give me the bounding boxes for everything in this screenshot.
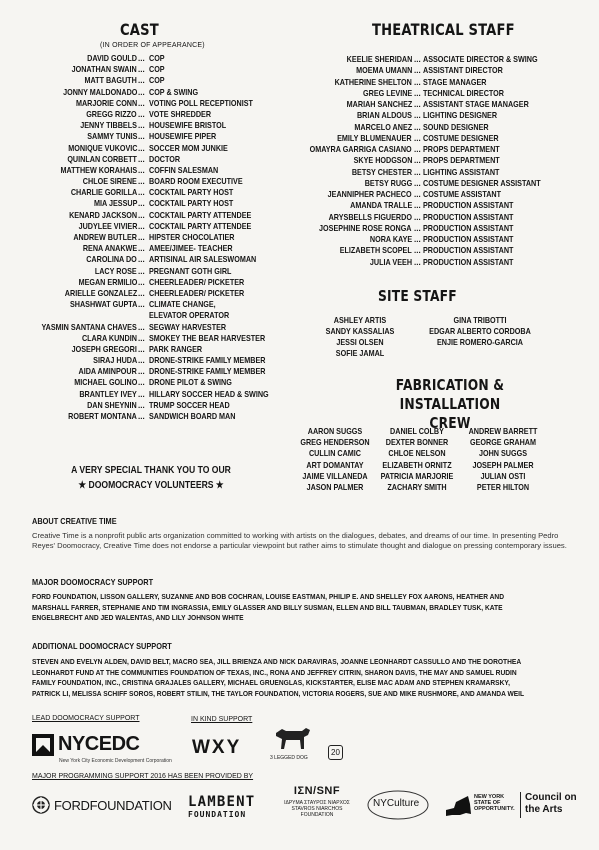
additional-support-heading: ADDITIONAL DOOMOCRACY SUPPORT — [32, 641, 172, 651]
cast-separator: ... — [138, 121, 145, 131]
staff-row — [310, 257, 590, 268]
cast-separator: ... — [138, 378, 145, 388]
cast-separator: ... — [138, 412, 145, 421]
cast-name: ARIELLE GONZALEZ — [64, 287, 137, 298]
fabrication-crew-name: JULIAN OSTI — [480, 470, 526, 481]
fabrication-crew-name: DEXTER BONNER — [385, 437, 449, 448]
ford-foundation-name: FORDFOUNDATION — [54, 798, 172, 813]
fabrication-crew-name: CHLOE NELSON — [388, 448, 446, 459]
cast-row — [30, 87, 290, 98]
cast-separator: ... — [138, 109, 145, 119]
staff-separator: ... — [414, 88, 421, 98]
staff-separator: ... — [414, 167, 421, 177]
cast-separator: ... — [138, 400, 145, 410]
staff-role: PRODUCTION ASSISTANT — [423, 245, 514, 256]
fabrication-title — [365, 376, 535, 433]
ny-council-arts-logo — [444, 790, 584, 826]
about-body: Creative Time is a nonprofit public arts organization committed to working with artists on the dialogues, debates, and dreams of our time. In presenting Pedro Reyes' Doomocracy, Creative Time does not endorse a particular viewpoint but rather aims to stimulate thought and dialogue on pressing contemporary issues. — [32, 531, 567, 551]
snf-mark: ΙΣΝ/SNF — [293, 785, 341, 797]
staff-row — [310, 223, 590, 234]
staff-role: PROPS DEPARTMENT — [423, 155, 500, 166]
cast-role: DOCTOR — [149, 153, 181, 164]
cast-role: BOARD ROOM EXECUTIVE — [149, 176, 243, 187]
cast-row — [30, 266, 290, 277]
new-york-state-icon — [444, 794, 472, 818]
staff-role: COSTUME ASSISTANT — [423, 189, 502, 199]
cast-row — [30, 143, 290, 154]
staff-name: ELIZABETH SCOPEL — [339, 245, 412, 256]
thanks-line-1: A VERY SPECIAL THANK YOU TO OUR — [71, 465, 231, 476]
ford-foundation-mark-icon — [32, 796, 50, 814]
staff-separator: ... — [414, 111, 421, 121]
cast-separator: ... — [138, 199, 145, 209]
cast-name: DAN SHEYNIN — [87, 399, 137, 410]
cast-separator: ... — [138, 367, 145, 377]
fabrication-crew-name: ELIZABETH ORNITZ — [382, 459, 452, 470]
fabrication-crew-name: PETER HILTON — [476, 482, 530, 492]
cast-name: MICHAEL GOLINO — [73, 377, 137, 388]
site-staff-name: SANDY KASSALIAS — [325, 326, 395, 336]
staff-role: ASSISTANT DIRECTOR — [423, 65, 503, 76]
staff-separator: ... — [414, 122, 421, 132]
cast-row — [30, 310, 290, 321]
nycedc-mark-icon — [32, 734, 54, 756]
cast-role: COP — [149, 64, 165, 75]
staff-name: JOSEPHINE ROSE RONGA — [319, 222, 412, 233]
cast-separator: ... — [138, 233, 145, 242]
fabrication-crew-name: ZACHARY SMITH — [387, 482, 447, 492]
site-staff-name: SOFIE JAMAL — [335, 348, 385, 358]
staff-name: AMANDA TRALLE — [349, 200, 412, 211]
cast-role: DRONE-STRIKE FAMILY MEMBER — [149, 355, 266, 366]
staff-row — [310, 122, 590, 133]
staff-name: MOEMA UMANN — [355, 65, 412, 76]
cast-role: VOTING POLL RECEPTIONIST — [149, 97, 253, 108]
cast-role: ELEVATOR OPERATOR — [149, 310, 230, 321]
staff-separator: ... — [414, 178, 421, 188]
cast-name: YASMIN SANTANA CHAVES — [41, 321, 137, 332]
staff-row — [310, 234, 590, 245]
cast-separator: ... — [138, 177, 145, 187]
cast-separator: ... — [138, 165, 145, 175]
cast-name: CAROLINA DO — [86, 254, 137, 265]
cast-row — [30, 120, 290, 131]
cast-separator: ... — [138, 132, 145, 142]
cast-name: ANDREW BUTLER — [73, 232, 137, 242]
inkind-support-heading: IN KIND SUPPORT — [191, 716, 253, 723]
staff-name: JULIA VEEH — [369, 256, 412, 267]
staff-name: ARYSBELLS FIGUERDO — [328, 211, 412, 222]
cast-name: MATTHEW KORAHAIS — [60, 164, 137, 175]
cast-name: RENA ANAKWE — [82, 243, 137, 254]
cast-name: JONNY MALDONADO — [62, 86, 137, 97]
cast-role: SANDWICH BOARD MAN — [149, 411, 236, 421]
staff-separator: ... — [414, 223, 421, 233]
cast-separator: ... — [138, 221, 145, 231]
fabrication-crew-name: JASON PALMER — [306, 482, 364, 492]
nycedc-tagline: New York City Economic Development Corporation — [59, 758, 172, 764]
staff-name: BETSY RUGG — [364, 177, 412, 188]
lambent-name: LAMBENT — [188, 794, 256, 810]
cast-subtitle: (IN ORDER OF APPEARANCE) — [100, 42, 205, 49]
ford-foundation-logo — [32, 796, 182, 816]
cast-name: CLARA KUNDIN — [82, 332, 137, 343]
cast-role: SOCCER MOM JUNKIE — [149, 142, 228, 153]
cast-separator: ... — [138, 98, 145, 108]
cast-separator: ... — [138, 255, 145, 265]
cast-separator: ... — [138, 87, 145, 97]
nyculture-name: NYCulture — [373, 798, 420, 809]
cast-role: HOUSEWIFE PIPER — [149, 131, 217, 142]
cast-role: COFFIN SALESMAN — [149, 164, 219, 175]
staff-separator: ... — [414, 55, 421, 64]
cast-row — [30, 299, 290, 310]
cast-role: SEGWAY HARVESTER — [149, 321, 227, 332]
cast-row — [30, 64, 290, 75]
staff-row — [310, 77, 590, 88]
cast-role: PARK RANGER — [149, 343, 203, 354]
site-staff-title: SITE STAFF — [378, 287, 457, 305]
staff-role: COSTUME DESIGNER ASSISTANT — [423, 177, 541, 188]
cast-separator: ... — [138, 277, 145, 287]
staff-role: PROPS DEPARTMENT — [423, 144, 500, 154]
staff-separator: ... — [414, 201, 421, 211]
cast-role: HIPSTER CHOCOLATIER — [149, 232, 235, 242]
dog-icon — [270, 723, 314, 753]
cast-row — [30, 411, 290, 422]
staff-name: SKYE HODGSON — [353, 155, 412, 166]
snf-line-3: FOUNDATION — [300, 812, 334, 818]
fabrication-crew-name: JOHN SUGGS — [478, 448, 528, 459]
staff-role: PRODUCTION ASSISTANT — [423, 222, 514, 233]
cast-row — [30, 389, 290, 400]
cast-row — [30, 75, 290, 86]
cast-row — [30, 187, 290, 198]
staff-role: TECHNICAL DIRECTOR — [423, 87, 504, 98]
cast-name: GREGG RIZZO — [86, 108, 137, 119]
major-support-heading: MAJOR DOOMOCRACY SUPPORT — [32, 577, 154, 587]
fabrication-crew-name: ANDREW BARRETT — [468, 426, 538, 436]
cast-row — [30, 221, 290, 232]
cast-name: KENARD JACKSON — [68, 209, 137, 220]
cast-role: SMOKEY THE BEAR HARVESTER — [149, 332, 266, 343]
staff-role: SOUND DESIGNER — [423, 121, 489, 132]
fabrication-crew-name: PATRICIA MARJORIE — [380, 470, 454, 481]
nys-line-3: OPPORTUNITY. — [474, 806, 515, 812]
cast-row — [30, 344, 290, 355]
fabrication-crew-name: JAIME VILLANEDA — [302, 470, 368, 481]
snf-line-2: STAVROS NIARCHOS — [291, 806, 343, 812]
cast-role: CHEERLEADER/ PICKETER — [149, 276, 245, 287]
staff-row — [310, 200, 590, 211]
fabrication-crew-name: AARON SUGGS — [307, 426, 363, 436]
staff-row — [310, 133, 590, 144]
cast-row — [30, 176, 290, 187]
staff-row — [310, 110, 590, 121]
nys-line-1: NEW YORK — [474, 794, 505, 800]
lead-support-heading: LEAD DOOMOCRACY SUPPORT — [32, 715, 140, 722]
cast-list — [30, 53, 290, 422]
staff-name: KEELIE SHERIDAN — [346, 54, 412, 64]
additional-support-body: STEVEN AND EVELYN ALDEN, DAVID BELT, MACRO SEA, JILL BRIENZA AND NICK DARAVIRAS, JOANNE LEONHARDT CASSULLO AND THE DOROTHEA LEONHARDT FUND AT THE COMMUNITIES FOUNDATION OF TEXAS, INC., RONA AND JEFFREY CITRIN, SHARON DAVIS, THE MAY AND SAMUEL RUDIN FAMILY FOUNDATION, INC., CRISTINA GRAJALES GALLERY, MICHAEL GRUENGLAS, KICKSTARTER, ELISE MAC ADAM AND STEPHEN KRAMARSKY, PATRICK LI, MELISSA SCHIFF SOROS, ROBERT STILIN, THE TAYLOR FOUNDATION, VICTORIA ROGERS, SUE AND MIKE RUSHMORE, AND AMANDA WEIL — [32, 657, 525, 698]
cast-role: COP — [149, 75, 165, 86]
staff-name: MARCELO ANEZ — [354, 121, 412, 132]
cast-separator: ... — [138, 76, 145, 86]
staff-row — [310, 245, 590, 256]
staff-name: MARIAH SANCHEZ — [346, 99, 412, 109]
cast-row — [30, 154, 290, 165]
fabrication-title-line-2: INSTALLATION CREW — [399, 395, 501, 432]
nycedc-name: NYCEDC — [58, 733, 140, 755]
cast-role: PREGNANT GOTH GIRL — [149, 265, 232, 276]
theatrical-staff-title: THEATRICAL STAFF — [372, 20, 515, 39]
staff-separator: ... — [414, 212, 421, 222]
staff-role: COSTUME DESIGNER — [423, 132, 499, 143]
staff-role: ASSOCIATE DIRECTOR & SWING — [423, 54, 538, 64]
cast-name: MIA JESSUP — [93, 198, 137, 209]
site-staff-name: ENJIE ROMERO-GARCIA — [436, 337, 524, 347]
cast-role: COP — [149, 53, 165, 63]
cast-separator: ... — [138, 344, 145, 354]
cast-name: QUINLAN CORBETT — [67, 153, 137, 164]
cast-row — [30, 254, 290, 265]
staff-row — [310, 178, 590, 189]
nyculture-logo — [366, 789, 432, 821]
cast-name: DAVID GOULD — [87, 53, 137, 63]
site-staff-name: EDGAR ALBERTO CORDOBA — [429, 326, 531, 336]
staff-role: LIGHTING ASSISTANT — [423, 166, 500, 177]
lambent-foundation-word: FOUNDATION — [188, 810, 247, 819]
staff-role: LIGHTING DESIGNER — [423, 110, 498, 121]
staff-name: JEANNIPHER PACHECO — [328, 189, 412, 199]
cast-separator: ... — [138, 143, 145, 153]
fabrication-crew-name: DANIEL COLBY — [390, 426, 444, 436]
cast-row — [30, 243, 290, 254]
cast-name: BRANTLEY IVEY — [79, 388, 137, 399]
staff-row — [310, 155, 590, 166]
staff-separator: ... — [414, 257, 421, 267]
cast-row — [30, 322, 290, 333]
major-support-body: FORD FOUNDATION, LISSON GALLERY, SUZANNE AND BOB COCHRAN, LOUISE EASTMAN, PHILIP E. AND SHELLEY FOX AARONS, HEATHER AND MARSHALL FARRER, STEPHANIE AND TIM INGRASSIA, EMILY GLASSER AND BILLY SUSMAN, ELLEN AND BILL TAUBMAN, BRADLEY TUSK, KATE ENGELBRECHT AND JED WALENTAS, AND LILY JOHNSON WHITE — [32, 592, 505, 623]
staff-name: BETSY CHESTER — [351, 166, 412, 177]
cast-name: JOSEPH GREGORI — [71, 343, 137, 354]
cast-role: ARTISINAL AIR SALESWOMAN — [149, 254, 257, 265]
fabrication-crew-name: JOSEPH PALMER — [472, 459, 534, 470]
cast-row — [30, 131, 290, 142]
staff-row — [310, 99, 590, 110]
cast-row — [30, 232, 290, 243]
cast-separator: ... — [138, 322, 145, 332]
cast-row — [30, 109, 290, 120]
snf-logo — [272, 785, 362, 818]
cast-separator: ... — [138, 266, 145, 276]
cast-row — [30, 98, 290, 109]
cast-name: SHASHWAT GUPTA — [69, 299, 137, 310]
cast-row — [30, 288, 290, 299]
cast-separator: ... — [138, 244, 145, 254]
cast-separator: ... — [138, 54, 145, 63]
cast-row — [30, 366, 290, 377]
fabrication-crew-name: GREG HENDERSON — [300, 437, 370, 448]
cast-separator: ... — [138, 356, 145, 366]
fabrication-crew-name: CULLIN CAMIC — [308, 448, 362, 459]
volunteer-thanks — [31, 463, 271, 493]
cast-name: CHARLIE GORILLA — [70, 187, 137, 198]
staff-role: PRODUCTION ASSISTANT — [423, 211, 514, 222]
staff-role: ASSISTANT STAGE MANAGER — [423, 99, 529, 109]
cast-role: CHEERLEADER/ PICKETER — [149, 287, 245, 298]
staff-name: OMAYRA GARRIGA CASIANO — [309, 144, 412, 154]
cast-role: HILLARY SOCCER HEAD & SWING — [149, 388, 269, 399]
staff-name: BRIAN ALDOUS — [357, 110, 412, 121]
staff-separator: ... — [414, 66, 421, 76]
cast-name: SAMMY TUNIS — [86, 131, 137, 142]
cast-role: DRONE PILOT & SWING — [149, 377, 232, 388]
nys-text — [474, 794, 515, 812]
lambent-foundation-logo — [188, 794, 258, 819]
staff-separator: ... — [414, 100, 421, 109]
cast-role: TRUMP SOCCER HEAD — [149, 399, 230, 410]
cast-role: COP & SWING — [149, 86, 199, 97]
dog-logo-number: 20 — [328, 745, 343, 760]
staff-name: KATHERINE SHELTON — [334, 76, 412, 87]
staff-separator: ... — [414, 246, 421, 256]
wxy-logo: WXY — [192, 737, 242, 758]
staff-separator: ... — [414, 133, 421, 143]
cast-separator: ... — [138, 300, 145, 310]
cast-name: ROBERT MONTANA — [68, 411, 137, 421]
cast-role: VOTE SHREDDER — [149, 108, 212, 119]
snf-line-1: ΙΔΡΥΜΑ ΣΤΑΥΡΟΣ ΝΙΑΡΧΟΣ — [284, 800, 350, 806]
cast-name: JENNY TIBBELS — [80, 120, 137, 131]
fabrication-crew-name: ART DOMANTAY — [306, 459, 364, 470]
cast-separator: ... — [138, 154, 145, 164]
nys-line-2: STATE OF — [474, 800, 501, 806]
cast-name: LACY ROSE — [95, 265, 137, 276]
staff-row — [310, 54, 590, 65]
cast-name: CHLOE SIRENE — [82, 176, 137, 187]
cast-name: SIRAJ HUDA — [92, 355, 137, 366]
cast-name: JUDYLEE VIVIER — [78, 220, 137, 231]
cast-role: COCKTAIL PARTY HOST — [149, 187, 234, 198]
staff-role: PRODUCTION ASSISTANT — [423, 200, 514, 211]
cast-name: AIDA AMINPOUR — [78, 366, 137, 377]
staff-separator: ... — [414, 77, 421, 87]
staff-row — [310, 65, 590, 76]
staff-row — [310, 167, 590, 178]
staff-name: GREG LEVINE — [362, 87, 412, 98]
staff-role: STAGE MANAGER — [423, 76, 487, 87]
cast-name: MARJORIE CONN — [75, 97, 137, 108]
cast-row — [30, 165, 290, 176]
cast-role: COCKTAIL PARTY ATTENDEE — [149, 209, 252, 220]
staff-row — [310, 212, 590, 223]
cast-separator: ... — [138, 333, 145, 343]
cast-row — [30, 277, 290, 288]
staff-name: NORA KAYE — [369, 234, 412, 244]
cast-name: MONIQUE VUKOVIC — [67, 142, 137, 153]
cast-separator: ... — [138, 65, 145, 75]
three-legged-dog-logo — [270, 723, 360, 768]
about-heading: ABOUT CREATIVE TIME — [32, 516, 117, 526]
cast-name: MEGAN ERMILIO — [78, 276, 137, 287]
cast-separator: ... — [138, 210, 145, 220]
staff-role: PRODUCTION ASSISTANT — [423, 256, 514, 267]
site-staff-name: GINA TRIBOTTI — [453, 315, 507, 325]
staff-role: PRODUCTION ASSISTANT — [423, 234, 514, 244]
cast-row — [30, 198, 290, 209]
staff-separator: ... — [414, 190, 421, 199]
staff-separator: ... — [414, 145, 421, 154]
council-divider — [520, 792, 521, 818]
site-staff-name: JESSI OLSEN — [336, 337, 384, 347]
fabrication-crew-name: GEORGE GRAHAM — [469, 437, 537, 448]
staff-row — [310, 144, 590, 155]
cast-title: CAST — [120, 20, 159, 39]
thanks-line-2: ★ DOOMOCRACY VOLUNTEERS ★ — [78, 480, 224, 491]
cast-row — [30, 355, 290, 366]
cast-role: CLIMATE CHANGE, — [149, 299, 216, 310]
council-line-1: Council on — [525, 792, 577, 803]
cast-name: MATT BAGUTH — [84, 75, 137, 86]
staff-name: EMILY BLUMENAUER — [337, 132, 412, 143]
cast-role: HOUSEWIFE BRISTOL — [149, 120, 227, 131]
cast-row — [30, 210, 290, 221]
cast-separator: ... — [138, 288, 145, 298]
cast-separator: ... — [138, 188, 145, 198]
dog-logo-text: 3 LEGGED DOG — [270, 755, 308, 761]
staff-row — [310, 88, 590, 99]
cast-name: JONATHAN SWAIN — [71, 64, 137, 75]
site-staff-name: ASHLEY ARTIS — [333, 315, 387, 325]
staff-separator: ... — [414, 156, 421, 166]
staff-list — [310, 54, 590, 268]
cast-row — [30, 333, 290, 344]
cast-row — [30, 377, 290, 388]
staff-row — [310, 189, 590, 200]
council-text — [525, 792, 577, 816]
cast-separator: ... — [138, 389, 145, 399]
nycedc-logo — [32, 732, 182, 768]
fabrication-title-line-1: FABRICATION & — [395, 376, 505, 394]
cast-role: DRONE-STRIKE FAMILY MEMBER — [149, 366, 266, 377]
staff-separator: ... — [414, 235, 421, 244]
cast-row — [30, 400, 290, 411]
cast-role: COCKTAIL PARTY HOST — [149, 198, 234, 209]
cast-role: COCKTAIL PARTY ATTENDEE — [149, 220, 252, 231]
council-line-2: the Arts — [525, 804, 563, 815]
programming-support-heading: MAJOR PROGRAMMING SUPPORT 2016 HAS BEEN PROVIDED BY — [32, 773, 254, 780]
cast-role: AMEE/JIMEE- TEACHER — [149, 243, 233, 254]
cast-row — [30, 53, 290, 64]
